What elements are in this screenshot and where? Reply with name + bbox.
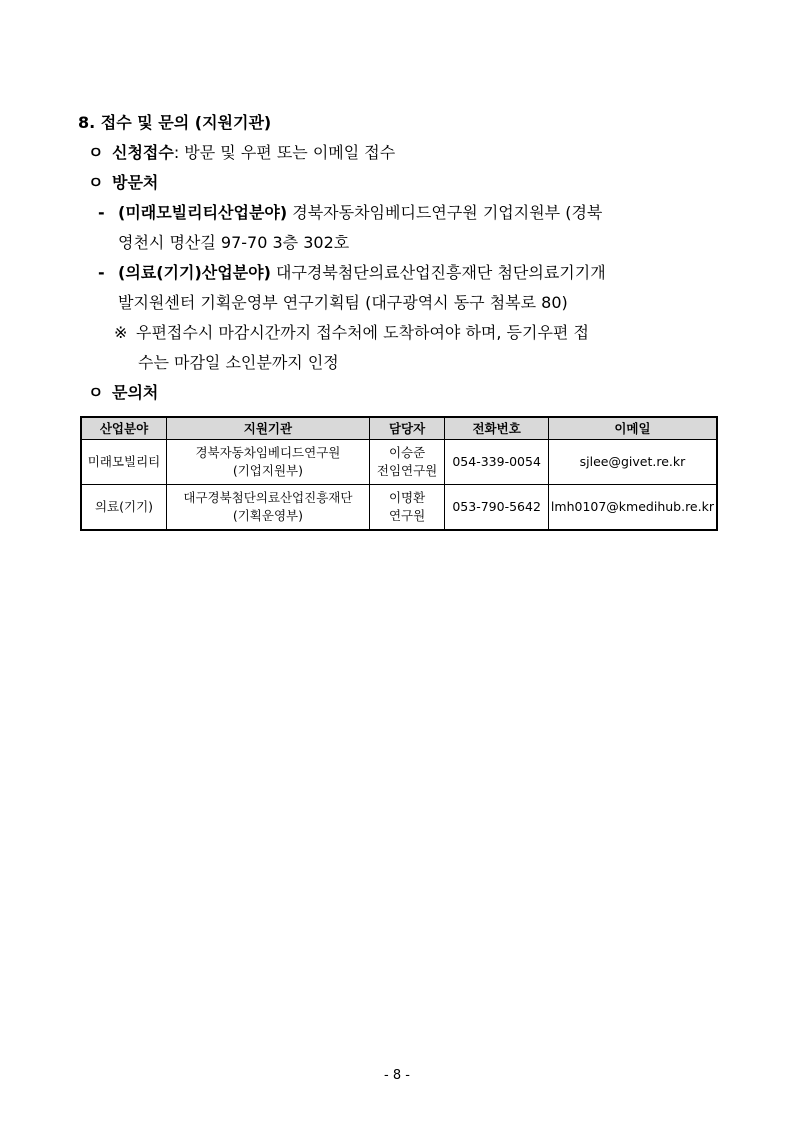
visit2-line2: 발지원센터 기획운영부 연구기획팀 (대구광역시 동구 첨복로 80) [118,293,568,312]
table-row [81,440,717,485]
org-dept: (기획운영부) [232,508,303,523]
note-icon: ※ [114,323,128,342]
bullet-icon: ㅇ [88,143,104,162]
page-number: - 8 - [384,1068,410,1083]
header-org: 지원기관 [167,417,370,440]
cell-contact [369,485,445,531]
header-field: 산업분야 [81,417,167,440]
visit1-line2: 영천시 명산길 97-70 3층 302호 [118,233,350,252]
contact-table [80,416,718,531]
visit2-label: (의료(기기)산업분야) [118,263,271,282]
org-name: 경북자동차임베디드연구원 [195,445,341,460]
apply-line [88,141,395,165]
contact-name: 이승준 [388,445,426,460]
note-line [114,321,589,345]
inquiry-line [88,381,158,405]
visit1-label: (미래모빌리티산업분야) [118,203,288,222]
dash-icon: - [98,263,105,282]
note-line2: 수는 마감일 소인분까지 인정 [138,353,339,372]
cell-field: 의료(기기) [81,485,167,531]
visit-label: 방문처 [112,173,159,192]
table-header-row [81,417,717,440]
note-text: 우편접수시 마감시간까지 접수처에 도착하여야 하며, 등기우편 접 [136,323,589,342]
cell-email[interactable]: sjlee@givet.re.kr [548,440,717,485]
header-contact: 담당자 [369,417,445,440]
apply-text: : 방문 및 우편 또는 이메일 접수 [173,143,396,162]
cell-org [167,485,370,531]
table-row [81,485,717,531]
header-phone: 전화번호 [445,417,549,440]
visit-line [88,171,158,195]
cell-email[interactable]: lmh0107@kmedihub.re.kr [548,485,717,531]
visit1-line [98,201,602,225]
inquiry-label: 문의처 [112,383,159,402]
header-email: 이메일 [548,417,717,440]
apply-label: 신청접수 [112,143,174,162]
section-heading: 8. 접수 및 문의 (지원기관) [78,113,272,132]
contact-name: 이명환 [388,490,426,505]
contact-title: 연구원 [388,508,426,523]
cell-phone: 053-790-5642 [445,485,549,531]
visit2-text: 대구경북첨단의료산업진흥재단 첨단의료기기개 [270,263,606,282]
cell-phone: 054-339-0054 [445,440,549,485]
visit1-text: 경북자동차임베디드연구원 기업지원부 (경북 [287,203,603,222]
contact-title: 전임연구원 [376,463,438,478]
cell-org [167,440,370,485]
visit2-line [98,261,606,285]
bullet-icon: ㅇ [88,383,104,402]
bullet-icon: ㅇ [88,173,104,192]
dash-icon: - [98,203,105,222]
cell-field: 미래모빌리티 [81,440,167,485]
org-dept: (기업지원부) [232,463,303,478]
cell-contact [369,440,445,485]
org-name: 대구경북첨단의료산업진흥재단 [183,490,353,505]
